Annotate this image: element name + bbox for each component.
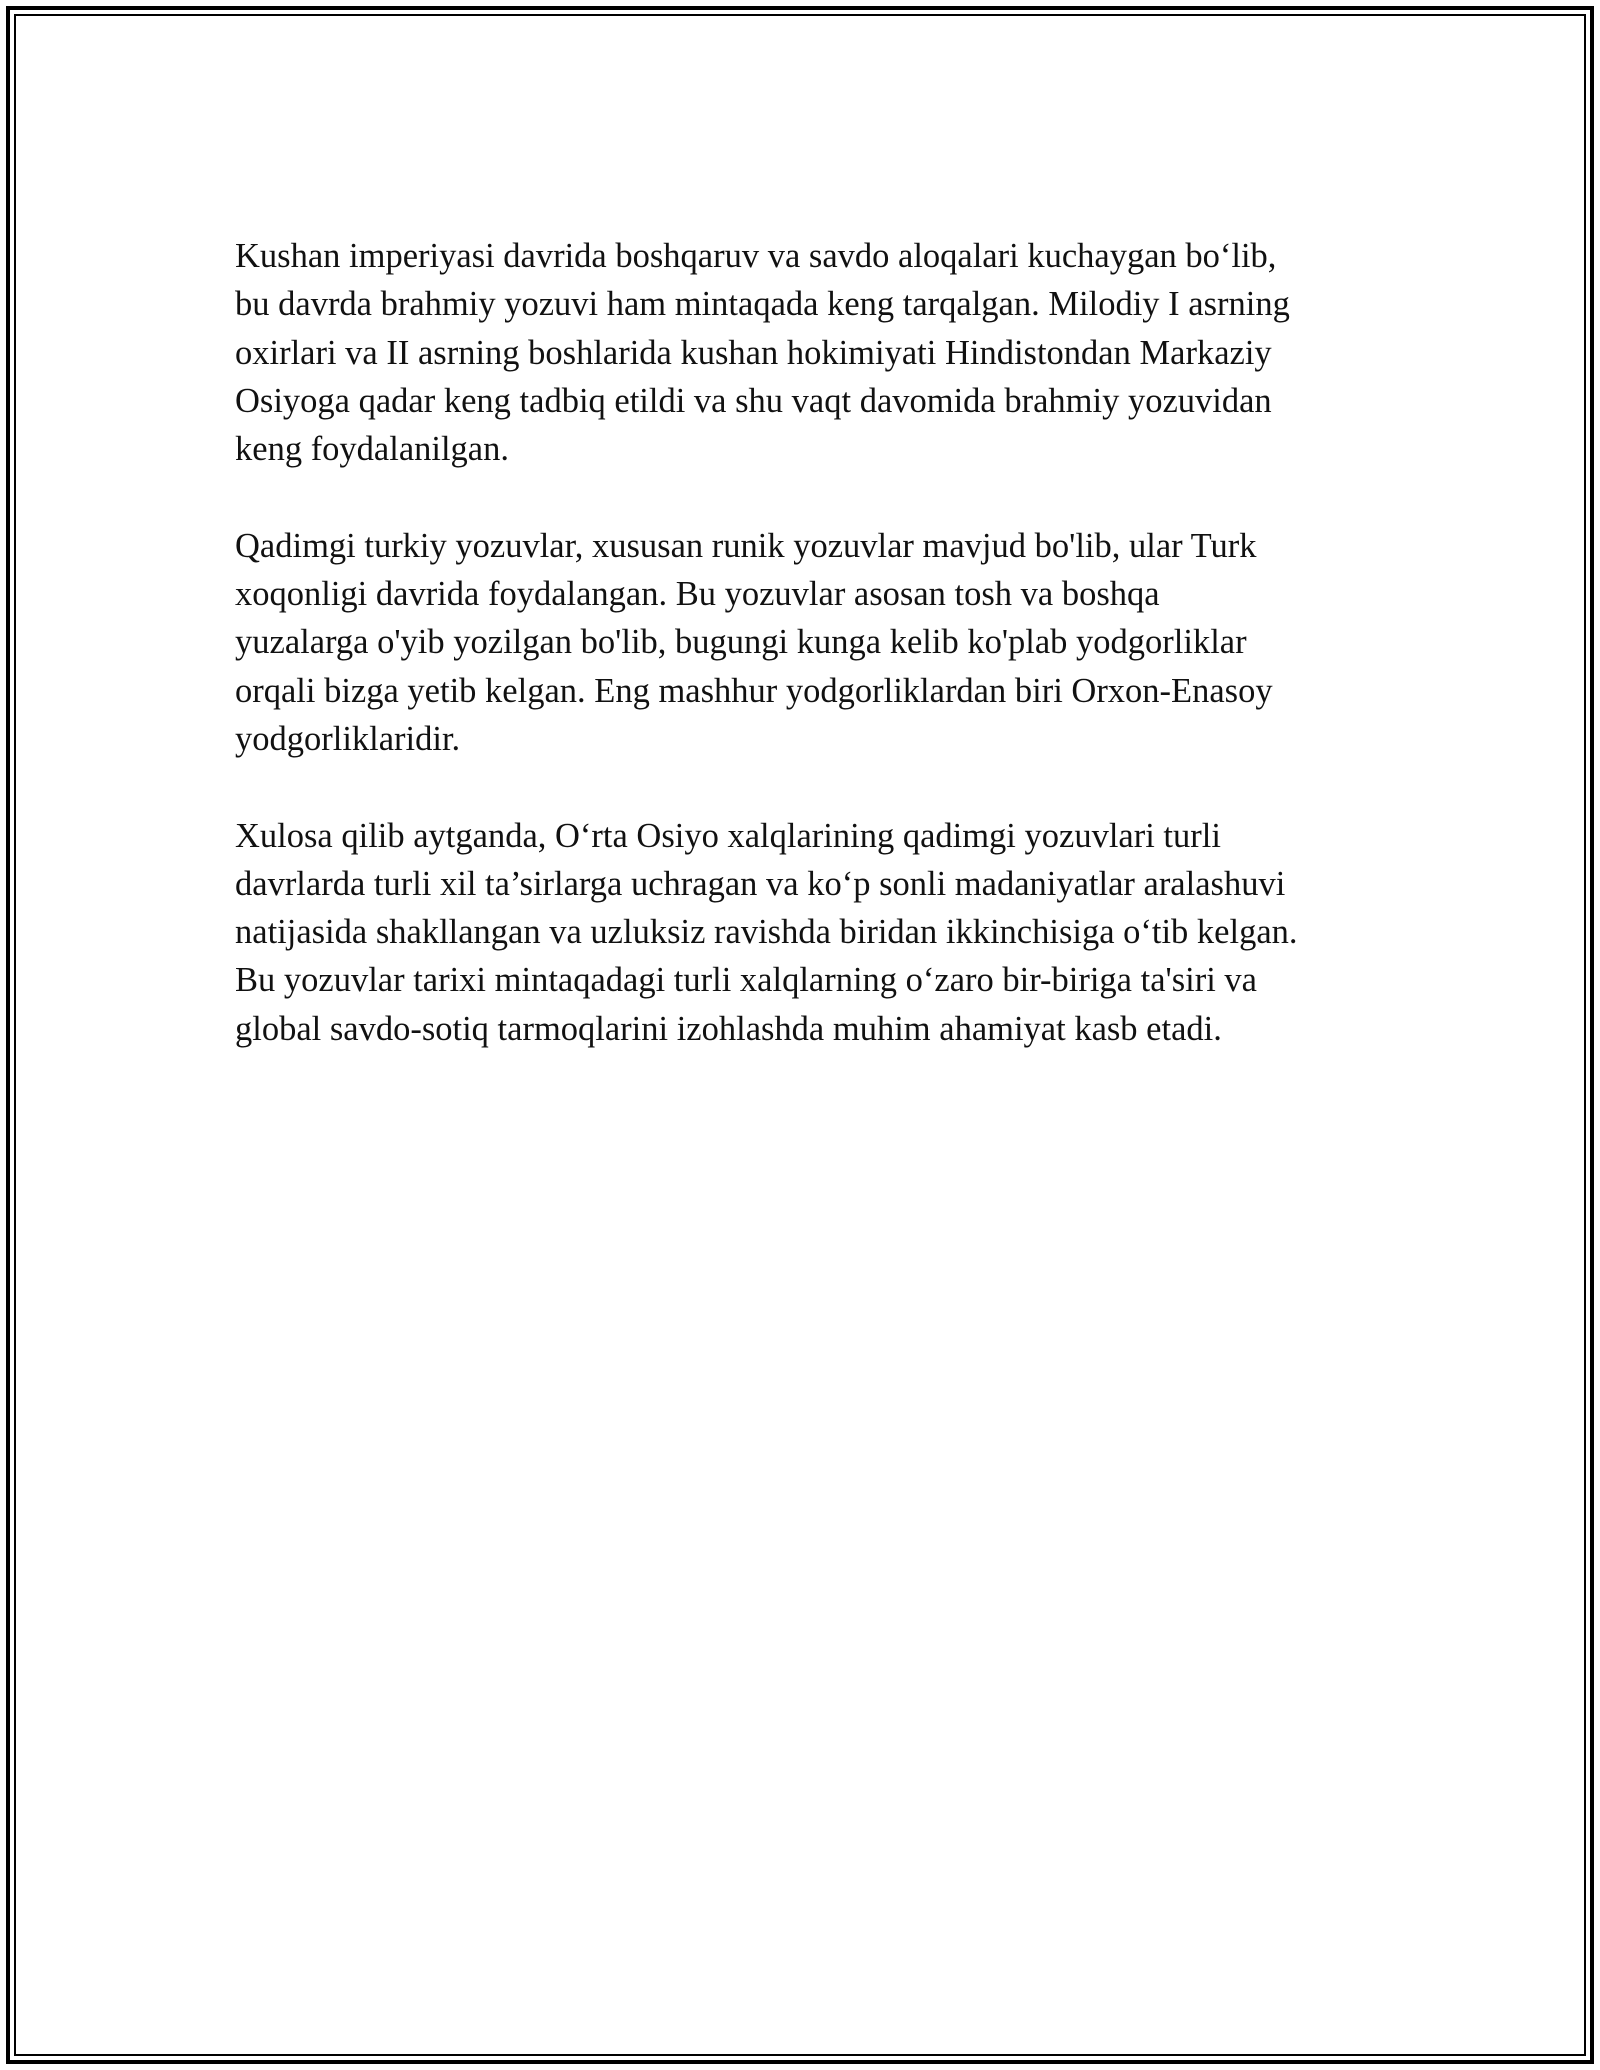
paragraph-turkic-runic: Qadimgi turkiy yozuvlar, xususan runik yozuvlar mavjud bo'lib, ular Turk xoqonligi davrida foydalangan. Bu yozuvlar asosan tosh va boshqa yuzalarga o'yib yozilgan bo'lib, bugungi kunga kelib ko'plab yodgorliklar orqali bizga yetib kelgan. Eng mashhur yodgorliklardan biri Orxon-Enasoy yodgorliklaridir. <box>235 526 1273 758</box>
paragraph-conclusion: Xulosa qilib aytganda, O‘rta Osiyo xalqlarining qadimgi yozuvlari turli davrlarda turli xil ta’sirlarga uchragan va ko‘p sonli madaniyatlar aralashuvi natijasida shakllangan va uzluksiz ravishda biridan ikkinchisiga o‘tib kelgan. Bu yozuvlar tarixi mintaqadagi turli xalqlarning o‘zaro bir-biriga ta'siri va global savdo-sotiq tarmoqlarini izohlashda muhim ahamiyat kasb etadi. <box>235 816 1298 1048</box>
paragraph-kushan: Kushan imperiyasi davrida boshqaruv va savdo aloqalari kuchaygan bo‘lib, bu davrda brahmiy yozuvi ham mintaqada keng tarqalgan. Milodiy I asrning oxirlari va II asrning boshlarida kushan hokimiyati Hindistondan Markaziy Osiyoga qadar keng tadbiq etildi va shu vaqt davomida brahmiy yozuvidan keng foydalanilgan. <box>235 237 1290 469</box>
document-body <box>235 232 1375 1101</box>
